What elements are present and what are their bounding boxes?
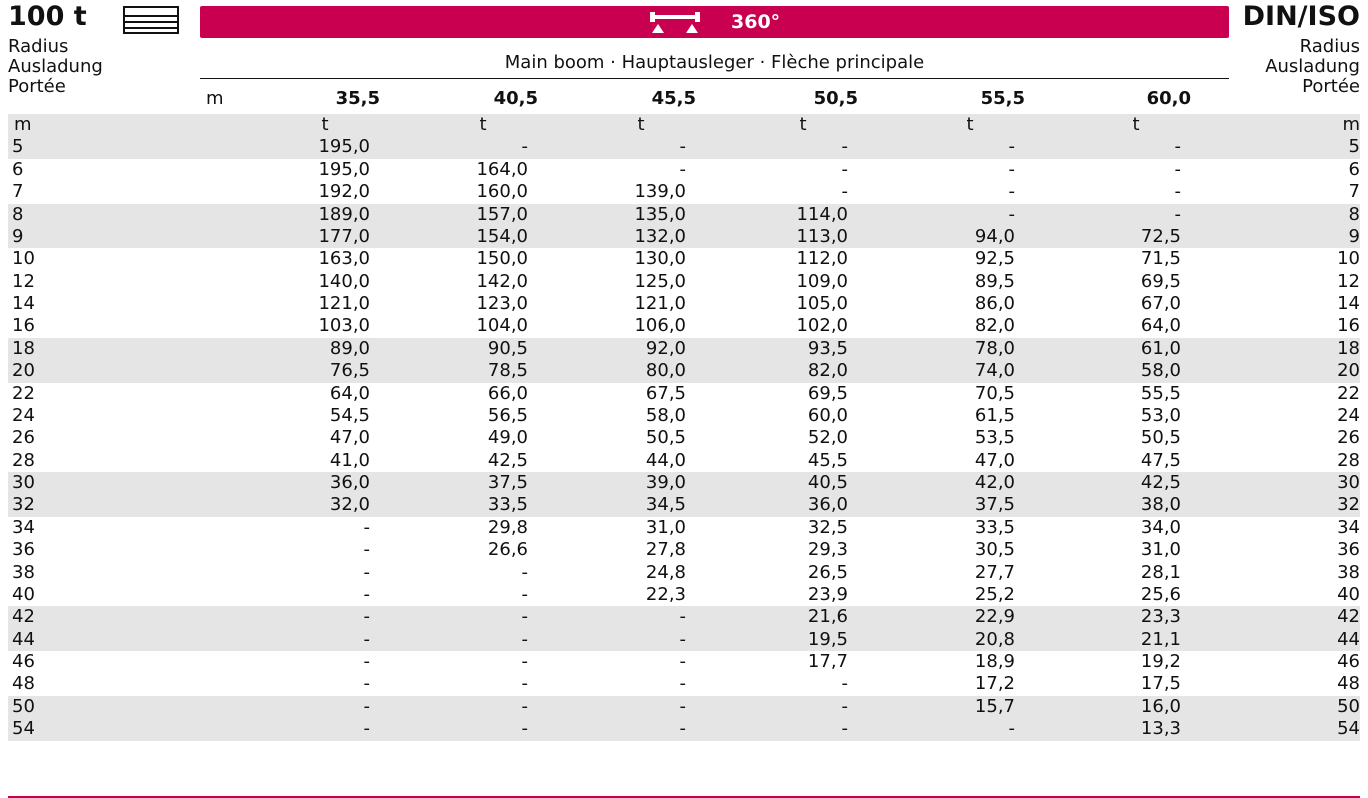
load-cell: - xyxy=(1174,181,1181,203)
load-cell: - xyxy=(1008,136,1015,158)
radius-cell-right: 36 xyxy=(1337,539,1360,561)
load-cell: - xyxy=(679,136,686,158)
load-cell: 80,0 xyxy=(645,360,686,382)
load-cell: 27,8 xyxy=(645,539,686,561)
rotation-label: 360° xyxy=(731,11,781,33)
load-cell: - xyxy=(679,695,686,717)
norm-label: DIN/ISO xyxy=(1242,1,1360,32)
load-cell: 150,0 xyxy=(476,248,528,270)
load-cell: - xyxy=(679,718,686,740)
load-cell: 50,5 xyxy=(645,427,686,449)
radius-cell: 10 xyxy=(12,248,35,270)
radius-cell-right: 42 xyxy=(1337,606,1360,628)
table-row xyxy=(8,651,1360,673)
table-row xyxy=(8,315,1360,337)
load-cell: 114,0 xyxy=(796,203,848,225)
load-cell: 78,0 xyxy=(974,337,1015,359)
load-cell: 21,1 xyxy=(1140,628,1181,650)
boom-length-header: 55,5 xyxy=(980,88,1025,109)
load-chart-table xyxy=(8,114,1360,741)
load-cell: 157,0 xyxy=(476,203,528,225)
load-cell: 44,0 xyxy=(645,449,686,471)
load-cell: 92,5 xyxy=(974,248,1015,270)
radius-cell-right: 5 xyxy=(1348,136,1360,158)
outrigger-base-icon xyxy=(123,6,179,34)
load-cell: - xyxy=(363,628,370,650)
table-row xyxy=(8,539,1360,561)
radius-cell: 6 xyxy=(12,158,24,180)
load-cell: 69,5 xyxy=(807,382,848,404)
table-row xyxy=(8,696,1360,718)
table-row xyxy=(8,271,1360,293)
table-row xyxy=(8,606,1360,628)
load-cell: 82,0 xyxy=(974,315,1015,337)
load-cell: 61,0 xyxy=(1140,337,1181,359)
radius-cell: 16 xyxy=(12,315,35,337)
load-cell: 36,0 xyxy=(807,494,848,516)
table-row xyxy=(8,718,1360,740)
load-cell: 109,0 xyxy=(796,270,848,292)
unit-row xyxy=(8,114,1360,136)
radius-cell: 7 xyxy=(12,181,24,203)
load-cell: - xyxy=(1008,203,1015,225)
load-cell: - xyxy=(363,561,370,583)
load-cell: 53,0 xyxy=(1140,404,1181,426)
load-cell: - xyxy=(363,651,370,672)
load-cell: t xyxy=(637,114,645,135)
load-cell: 25,6 xyxy=(1140,583,1181,605)
load-cell: 54,5 xyxy=(329,404,370,426)
load-cell: 132,0 xyxy=(634,225,686,247)
load-cell: - xyxy=(363,673,370,695)
radius-cell-right: 7 xyxy=(1348,181,1360,203)
load-cell: 33,5 xyxy=(487,494,528,516)
radius-cell-right: 9 xyxy=(1348,225,1360,247)
load-cell: 55,5 xyxy=(1140,382,1181,404)
load-cell: - xyxy=(841,181,848,203)
load-cell: 34,0 xyxy=(1140,516,1181,538)
table-row xyxy=(8,248,1360,270)
radius-cell: 14 xyxy=(12,293,35,314)
radius-label-de: Ausladung xyxy=(8,56,103,77)
load-cell: 154,0 xyxy=(476,225,528,247)
table-row xyxy=(8,472,1360,494)
radius-cell: 5 xyxy=(12,136,24,158)
load-cell: - xyxy=(1174,136,1181,158)
table-row xyxy=(8,293,1360,315)
load-cell: 58,0 xyxy=(1140,360,1181,382)
radius-cell-right: 22 xyxy=(1337,382,1360,404)
load-cell: 130,0 xyxy=(634,248,686,270)
load-cell: 60,0 xyxy=(807,404,848,426)
radius-cell-right: 12 xyxy=(1337,270,1360,292)
boom-length-header: 50,5 xyxy=(813,88,858,109)
load-cell: 25,2 xyxy=(974,583,1015,605)
boom-length-header: 45,5 xyxy=(651,88,696,109)
radius-cell: 8 xyxy=(12,203,24,225)
radius-cell-right: 28 xyxy=(1337,449,1360,471)
load-cell: 76,5 xyxy=(329,360,370,382)
load-cell: 37,5 xyxy=(974,494,1015,516)
radius-cell-right: 6 xyxy=(1348,158,1360,180)
load-cell: - xyxy=(521,583,528,605)
load-cell: 64,0 xyxy=(1140,315,1181,337)
radius-cell: 9 xyxy=(12,225,24,247)
load-cell: 78,5 xyxy=(487,360,528,382)
load-cell: 26,5 xyxy=(807,561,848,583)
table-row xyxy=(8,159,1360,181)
load-cell: 52,0 xyxy=(807,427,848,449)
load-cell: 105,0 xyxy=(796,293,848,314)
load-cell: 192,0 xyxy=(318,181,370,203)
load-cell: 39,0 xyxy=(645,472,686,493)
radius-cell: 26 xyxy=(12,427,35,449)
radius-cell-right: 48 xyxy=(1337,673,1360,695)
load-cell: 47,0 xyxy=(974,449,1015,471)
load-cell: - xyxy=(363,583,370,605)
load-cell: 17,2 xyxy=(974,673,1015,695)
load-cell: 38,0 xyxy=(1140,494,1181,516)
load-cell: - xyxy=(363,695,370,717)
load-cell: 113,0 xyxy=(796,225,848,247)
load-cell: 66,0 xyxy=(487,382,528,404)
radius-cell: 28 xyxy=(12,449,35,471)
load-cell: - xyxy=(1008,181,1015,203)
load-cell: 19,2 xyxy=(1140,651,1181,672)
radius-cell-right: 46 xyxy=(1337,651,1360,672)
radius-cell-right: 24 xyxy=(1337,404,1360,426)
radius-cell: m xyxy=(14,114,32,135)
load-cell: 13,3 xyxy=(1140,718,1181,740)
radius-cell-right: 16 xyxy=(1337,315,1360,337)
boom-length-header: 35,5 xyxy=(335,88,380,109)
load-cell: 17,5 xyxy=(1140,673,1181,695)
load-cell: 30,5 xyxy=(974,539,1015,561)
radius-cell-right: 30 xyxy=(1337,472,1360,493)
radius-cell-right: 34 xyxy=(1337,516,1360,538)
load-cell: - xyxy=(521,561,528,583)
load-cell: 34,5 xyxy=(645,494,686,516)
load-cell: 18,9 xyxy=(974,651,1015,672)
header-divider xyxy=(200,78,1229,79)
load-cell: 45,5 xyxy=(807,449,848,471)
load-cell: 29,8 xyxy=(487,516,528,538)
boom-length-header: 60,0 xyxy=(1146,88,1191,109)
load-cell: 31,0 xyxy=(1140,539,1181,561)
radius-cell: 44 xyxy=(12,628,35,650)
load-cell: t xyxy=(479,114,487,135)
table-row xyxy=(8,629,1360,651)
table-row xyxy=(8,204,1360,226)
load-cell: 64,0 xyxy=(329,382,370,404)
load-cell: 92,0 xyxy=(645,337,686,359)
load-cell: 47,0 xyxy=(329,427,370,449)
load-cell: 42,5 xyxy=(1140,472,1181,493)
load-cell: 89,5 xyxy=(974,270,1015,292)
load-cell: 32,0 xyxy=(329,494,370,516)
load-cell: 86,0 xyxy=(974,293,1015,314)
load-cell: t xyxy=(966,114,974,135)
load-cell: 17,7 xyxy=(807,651,848,672)
table-row xyxy=(8,338,1360,360)
radius-cell: 40 xyxy=(12,583,35,605)
load-cell: 125,0 xyxy=(634,270,686,292)
load-cell: 69,5 xyxy=(1140,270,1181,292)
radius-header-right xyxy=(1265,37,1360,97)
radius-cell-right: 50 xyxy=(1337,695,1360,717)
table-row xyxy=(8,427,1360,449)
load-cell: 74,0 xyxy=(974,360,1015,382)
table-row xyxy=(8,562,1360,584)
load-cell: 15,7 xyxy=(974,695,1015,717)
boom-length-unit: m xyxy=(206,88,224,109)
load-cell: - xyxy=(363,606,370,628)
radius-cell-right: 14 xyxy=(1337,293,1360,314)
load-cell: 24,8 xyxy=(645,561,686,583)
load-cell: 189,0 xyxy=(318,203,370,225)
load-cell: 42,0 xyxy=(974,472,1015,493)
radius-cell-right: 18 xyxy=(1337,337,1360,359)
load-cell: t xyxy=(799,114,807,135)
load-cell: 123,0 xyxy=(476,293,528,314)
radius-label-fr: Portée xyxy=(1302,76,1360,97)
load-cell: 163,0 xyxy=(318,248,370,270)
load-cell: - xyxy=(1008,158,1015,180)
load-cell: 70,5 xyxy=(974,382,1015,404)
load-cell: 37,5 xyxy=(487,472,528,493)
radius-cell: 22 xyxy=(12,382,35,404)
load-cell: 177,0 xyxy=(318,225,370,247)
radius-cell: 24 xyxy=(12,404,35,426)
load-cell: 106,0 xyxy=(634,315,686,337)
load-cell: - xyxy=(841,695,848,717)
load-cell: 121,0 xyxy=(634,293,686,314)
boom-title: Main boom · Hauptausleger · Flèche principale xyxy=(504,52,925,73)
table-row xyxy=(8,450,1360,472)
radius-cell-right: 38 xyxy=(1337,561,1360,583)
table-row xyxy=(8,360,1360,382)
load-cell: 50,5 xyxy=(1140,427,1181,449)
load-cell: 22,9 xyxy=(974,606,1015,628)
configuration-bar xyxy=(200,6,1229,38)
load-cell: 139,0 xyxy=(634,181,686,203)
radius-cell: 50 xyxy=(12,695,35,717)
load-cell: 40,5 xyxy=(807,472,848,493)
radius-cell: 54 xyxy=(12,718,35,740)
table-row xyxy=(8,181,1360,203)
radius-cell-right: 8 xyxy=(1348,203,1360,225)
table-row xyxy=(8,517,1360,539)
load-cell: 23,9 xyxy=(807,583,848,605)
load-cell: 164,0 xyxy=(476,158,528,180)
radius-cell: 48 xyxy=(12,673,35,695)
load-cell: 23,3 xyxy=(1140,606,1181,628)
table-row xyxy=(8,584,1360,606)
table-row xyxy=(8,673,1360,695)
load-cell: 22,3 xyxy=(645,583,686,605)
load-cell: - xyxy=(679,628,686,650)
radius-cell: 46 xyxy=(12,651,35,672)
table-row xyxy=(8,383,1360,405)
radius-cell-right: 20 xyxy=(1337,360,1360,382)
load-cell: - xyxy=(679,158,686,180)
table-row xyxy=(8,136,1360,158)
radius-cell: 34 xyxy=(12,516,35,538)
load-cell: - xyxy=(521,628,528,650)
load-cell: 32,5 xyxy=(807,516,848,538)
load-cell: - xyxy=(521,651,528,672)
load-cell: - xyxy=(521,673,528,695)
load-cell: 29,3 xyxy=(807,539,848,561)
load-cell: - xyxy=(363,516,370,538)
load-cell: 195,0 xyxy=(318,136,370,158)
load-cell: 67,5 xyxy=(645,382,686,404)
radius-label-en: Radius xyxy=(1299,36,1360,57)
load-cell: 104,0 xyxy=(476,315,528,337)
radius-label-fr: Portée xyxy=(8,76,66,97)
radius-header-left xyxy=(8,37,103,97)
radius-cell-right: 54 xyxy=(1337,718,1360,740)
load-cell: t xyxy=(1132,114,1140,135)
table-row xyxy=(8,405,1360,427)
load-cell: - xyxy=(363,539,370,561)
load-cell: 56,5 xyxy=(487,404,528,426)
load-cell: 36,0 xyxy=(329,472,370,493)
load-cell: 135,0 xyxy=(634,203,686,225)
table-row xyxy=(8,494,1360,516)
load-cell: 71,5 xyxy=(1140,248,1181,270)
boom-length-header: 40,5 xyxy=(493,88,538,109)
radius-label-de: Ausladung xyxy=(1265,56,1360,77)
load-cell: 82,0 xyxy=(807,360,848,382)
load-cell: - xyxy=(521,136,528,158)
load-cell: 58,0 xyxy=(645,404,686,426)
load-cell: - xyxy=(841,718,848,740)
load-cell: 31,0 xyxy=(645,516,686,538)
load-cell: 121,0 xyxy=(318,293,370,314)
load-cell: 41,0 xyxy=(329,449,370,471)
load-cell: 19,5 xyxy=(807,628,848,650)
load-cell: 53,5 xyxy=(974,427,1015,449)
radius-cell-right: 26 xyxy=(1337,427,1360,449)
load-cell: 102,0 xyxy=(796,315,848,337)
radius-cell-right: 40 xyxy=(1337,583,1360,605)
load-cell: 195,0 xyxy=(318,158,370,180)
load-cell: - xyxy=(1008,718,1015,740)
load-cell: 142,0 xyxy=(476,270,528,292)
radius-cell: 12 xyxy=(12,270,35,292)
load-cell: 93,5 xyxy=(807,337,848,359)
load-cell: 112,0 xyxy=(796,248,848,270)
load-cell: - xyxy=(841,673,848,695)
radius-cell: 18 xyxy=(12,337,35,359)
radius-cell: 20 xyxy=(12,360,35,382)
load-cell: - xyxy=(841,136,848,158)
load-cell: 21,6 xyxy=(807,606,848,628)
load-cell: 89,0 xyxy=(329,337,370,359)
radius-cell: 32 xyxy=(12,494,35,516)
load-cell: 94,0 xyxy=(974,225,1015,247)
radius-cell-right: m xyxy=(1342,114,1360,135)
load-cell: 20,8 xyxy=(974,628,1015,650)
radius-cell: 30 xyxy=(12,472,35,493)
load-cell: t xyxy=(321,114,329,135)
load-cell: 33,5 xyxy=(974,516,1015,538)
load-cell: - xyxy=(841,158,848,180)
load-cell: 27,7 xyxy=(974,561,1015,583)
boom-span-icon xyxy=(648,10,702,34)
radius-cell-right: 10 xyxy=(1337,248,1360,270)
load-cell: 49,0 xyxy=(487,427,528,449)
load-cell: - xyxy=(1174,158,1181,180)
load-cell: - xyxy=(521,718,528,740)
load-cell: 90,5 xyxy=(487,337,528,359)
load-cell: - xyxy=(363,718,370,740)
load-cell: 67,0 xyxy=(1140,293,1181,314)
radius-cell: 38 xyxy=(12,561,35,583)
radius-cell-right: 32 xyxy=(1337,494,1360,516)
radius-cell: 42 xyxy=(12,606,35,628)
load-cell: 72,5 xyxy=(1140,225,1181,247)
load-cell: - xyxy=(679,673,686,695)
load-cell: 47,5 xyxy=(1140,449,1181,471)
load-cell: - xyxy=(521,606,528,628)
load-cell: - xyxy=(679,651,686,672)
table-row xyxy=(8,226,1360,248)
load-cell: 140,0 xyxy=(318,270,370,292)
load-cell: 61,5 xyxy=(974,404,1015,426)
load-cell: - xyxy=(679,606,686,628)
load-cell: - xyxy=(1174,203,1181,225)
load-cell: 16,0 xyxy=(1140,695,1181,717)
load-cell: 42,5 xyxy=(487,449,528,471)
load-cell: 28,1 xyxy=(1140,561,1181,583)
radius-cell-right: 44 xyxy=(1337,628,1360,650)
radius-label-en: Radius xyxy=(8,36,69,57)
load-cell: - xyxy=(521,695,528,717)
load-cell: 160,0 xyxy=(476,181,528,203)
load-cell: 26,6 xyxy=(487,539,528,561)
capacity-title: 100 t xyxy=(8,1,87,32)
load-cell: 103,0 xyxy=(318,315,370,337)
radius-cell: 36 xyxy=(12,539,35,561)
